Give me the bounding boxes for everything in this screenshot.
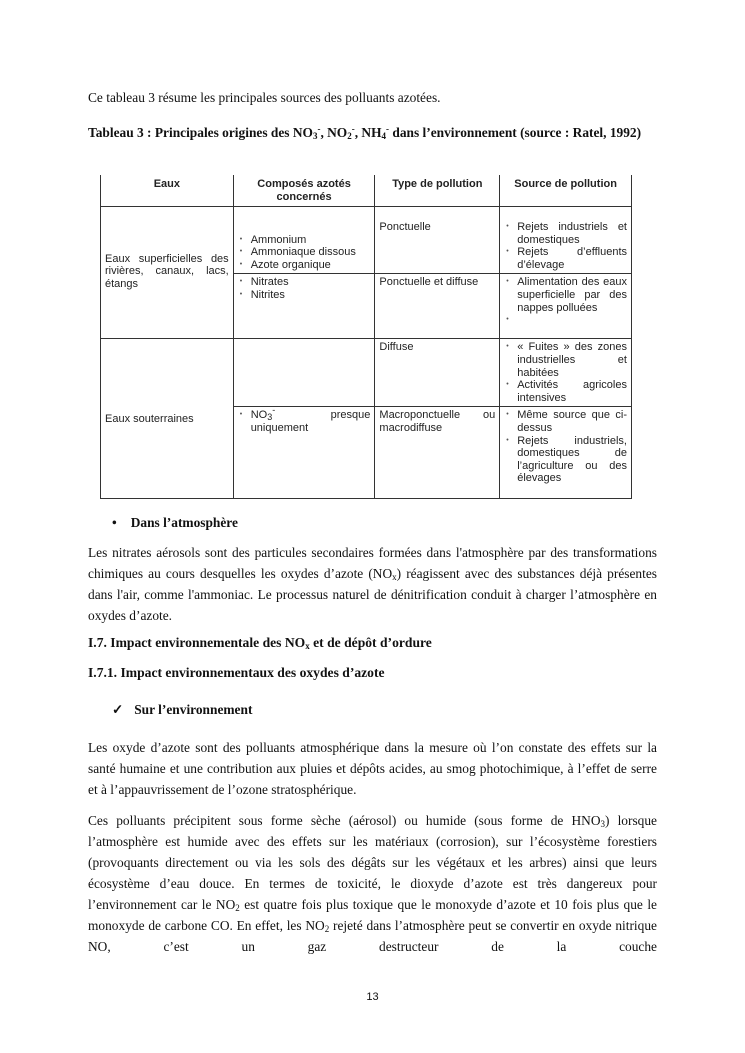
table-row [101, 339, 632, 407]
list-item: • Activités agricoles intensives [504, 379, 627, 404]
pollution-sources-table [100, 175, 632, 499]
sub: x [305, 641, 310, 651]
list-item: • Ammonium [238, 234, 371, 247]
caption-text: dans l’environnement (source : Ratel, 1992) [389, 125, 642, 140]
list-item: • Nitrates [238, 276, 371, 289]
paragraph-aerosols [88, 542, 657, 626]
formula-sub: 3 [267, 412, 273, 423]
cell-type: Diffuse [375, 339, 500, 407]
formula-text: presque uniquement [250, 409, 371, 434]
caption-sup: - [386, 124, 390, 134]
cell-source [500, 339, 632, 407]
header-eaux: Eaux [101, 175, 234, 207]
text: ) lorsque l’atmosphère est humide avec des effets sur les matériaux (corrosion), sur l’écosystème forestiers (provoquants directement ou via les sols des dégâts sur les végétaux et les arbres) ainsi que leurs écosystème d’eau douce. En termes de toxicité, le dioxyde d’azote est très dangereux pour l’environnement car le NO [88, 813, 658, 912]
list-item: • Même source que ci-dessus [504, 409, 627, 434]
sub: 2 [235, 903, 240, 913]
header-composes: Composés azotés concernés [233, 175, 375, 207]
table-header-row [101, 175, 632, 207]
text: rejeté dans l’atmosphère peut se convertir en oxyde nitrique NO, c’est un gaz destructeur de la couche [88, 918, 657, 954]
cell-type: Ponctuelle et diffuse [375, 274, 500, 339]
formula-sup: - [272, 405, 276, 416]
bullet-heading-text: Dans l’atmosphère [130, 515, 238, 530]
cell-source [500, 407, 632, 499]
list-item: • Ammoniaque dissous [238, 246, 371, 259]
header-type: Type de pollution [375, 175, 500, 207]
cell-type: Ponctuelle [375, 207, 500, 274]
cell-source [500, 274, 632, 339]
sub: 2 [324, 924, 330, 934]
caption-sub: 4 [381, 131, 387, 141]
caption-sub: 3 [312, 131, 318, 141]
table-caption [88, 123, 657, 143]
bullet-icon: • [112, 515, 117, 530]
text: ) réagissent avec des substances déjà présentes dans l'air, comme l'ammoniac. Le processus naturel de dénitrification conduit à charger l’atmosphère en oxydes d’azote. [88, 566, 657, 623]
cell-composes [233, 407, 375, 499]
paragraph-polluants [88, 810, 657, 957]
intro-paragraph: Ce tableau 3 résume les principales sources des polluants azotées. [88, 90, 441, 105]
bullet-heading [112, 512, 512, 533]
page-number: 13 [366, 991, 379, 1003]
section-heading-1-7-1: I.7.1. Impact environnementaux des oxydes d’azote [88, 665, 385, 680]
caption-text: Tableau 3 : Principales origines des NO [88, 125, 313, 140]
list-item: • Rejets d’effluents d’élevage [504, 246, 627, 271]
cell-composes [233, 339, 375, 407]
text: Ces polluants précipitent sous forme sèche (aérosol) ou humide (sous forme de HNO [88, 813, 601, 828]
caption-text: , NH [354, 125, 382, 140]
list-item: • Nitrites [238, 289, 371, 302]
formula: NO [250, 409, 268, 422]
table-row [101, 207, 632, 274]
list-item: • Rejets industriels, domestiques de l’agriculture ou des élevages [504, 435, 627, 485]
text: est quatre fois plus toxique que le monoxyde d’azote et 10 fois plus que le monoxyde de carbone CO. En effet, les NO [88, 897, 658, 933]
list-item: • Azote organique [238, 259, 371, 272]
cell-composes [233, 207, 375, 274]
header-source: Source de pollution [500, 175, 632, 207]
cell-eaux: Eaux superficielles des rivières, canaux, lacs, étangs [101, 207, 234, 339]
caption-sup: - [317, 124, 321, 134]
text: et de dépôt d’ordure [309, 635, 432, 650]
list-item: • Alimentation des eaux superficielle par des nappes polluées [504, 276, 627, 314]
cell-eaux: Eaux souterraines [101, 339, 234, 499]
caption-text: , NO [320, 125, 348, 140]
check-heading [112, 699, 512, 720]
paragraph-oxydes: Les oxyde d’azote sont des polluants atmosphérique dans la mesure où l’on constate des effets sur la santé humaine et une contribution aux pluies et dépôts acides, au smog photochimique, à l’effet de serre et à l’appauvrissement de l’ozone stratosphérique. [88, 740, 657, 797]
sub: x [392, 572, 397, 582]
list-item: • Rejets industriels et domestiques [504, 221, 627, 246]
list-item: • « Fuites » des zones industrielles et habitées [504, 341, 627, 379]
caption-sup: - [351, 124, 355, 134]
text: Les nitrates aérosols sont des particules secondaires formées dans l'atmosphère par des transformations chimiques au cours desquelles les oxydes d’azote (NO [88, 545, 657, 581]
list-item [504, 314, 627, 326]
cell-composes [233, 274, 375, 339]
text: I.7. Impact environnementale des NO [88, 635, 306, 650]
checkmark-icon: ✓ [112, 702, 124, 717]
section-heading-1-7 [88, 632, 657, 653]
caption-sub: 2 [347, 131, 352, 141]
sub: 3 [600, 819, 605, 829]
list-item [238, 405, 371, 434]
cell-source [500, 207, 632, 274]
cell-type: Macroponctuelle ou macrodiffuse [375, 407, 500, 499]
check-heading-text: Sur l’environnement [134, 702, 253, 717]
